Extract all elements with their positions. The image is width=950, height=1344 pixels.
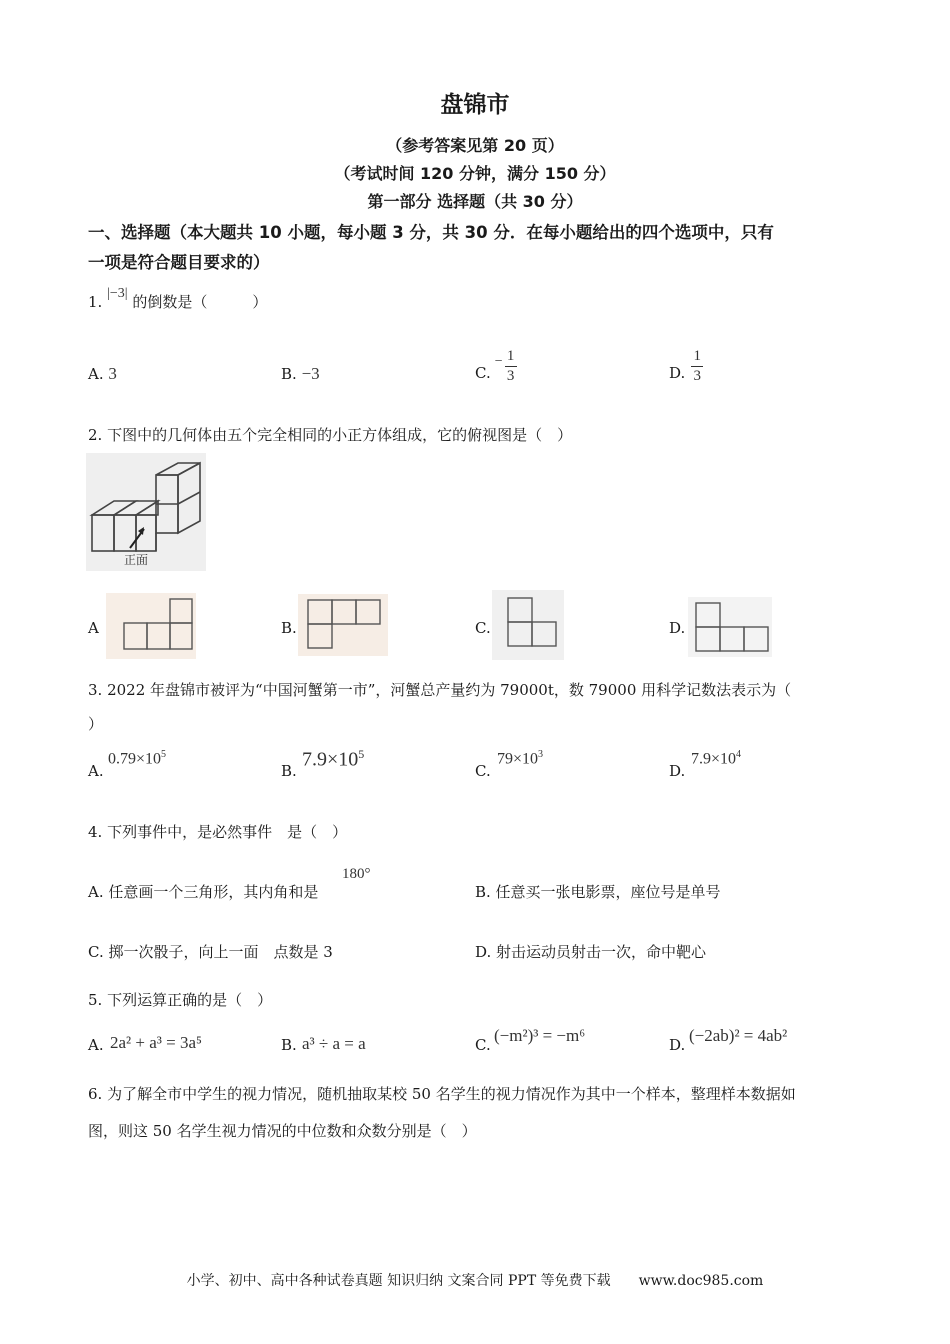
- q1-option-c-label: C.: [475, 364, 491, 382]
- q5-option-d-expr: (−2ab)² = 4ab²: [689, 1026, 788, 1045]
- q5-option-b-label[interactable]: B.: [281, 1036, 297, 1054]
- q1-option-d-numerator: 1: [693, 348, 702, 364]
- q1-option-c-denominator: 3: [506, 368, 515, 384]
- q3-option-b-base: 7.9×10: [302, 748, 359, 771]
- q2-solid-figure: [86, 453, 206, 571]
- q3-option-b-label[interactable]: B.: [281, 762, 297, 780]
- q3-option-a-exp: 5: [161, 749, 167, 760]
- q3-option-c-exp: 3: [538, 749, 544, 760]
- q5-option-b-expr: a³ ÷ a = a: [302, 1034, 366, 1053]
- q6-stem-line2: 图，则这 50 名学生视力情况的中位数和众数分别是（ ）: [88, 1122, 477, 1140]
- q3-option-d-label[interactable]: D.: [669, 762, 686, 780]
- q3-option-d-exp: 4: [736, 749, 742, 760]
- q2-option-a-figure[interactable]: [106, 593, 196, 659]
- q1-option-d[interactable]: [669, 338, 703, 384]
- q1-option-b-label: B.: [281, 365, 297, 383]
- exam-time-note: （考试时间 120 分钟，满分 150 分）: [334, 164, 616, 183]
- q2-option-d-label[interactable]: D.: [669, 619, 686, 637]
- q1-option-c-numerator: 1: [506, 348, 515, 364]
- q3-option-b-exp: 5: [358, 747, 365, 761]
- q4-option-a[interactable]: A. 任意画一个三角形，其内角和是: [88, 883, 319, 901]
- q3-stem-line2: ）: [88, 715, 104, 733]
- q1-option-c-fraction: [505, 349, 517, 384]
- q1-option-a-value: 3: [108, 364, 117, 383]
- answer-note: （参考答案见第 20 页）: [386, 136, 564, 155]
- q5-stem: 5. 下列运算正确的是（ ）: [88, 991, 273, 1009]
- q4-stem: 4. 下列事件中，是必然事件 是（ ）: [88, 823, 348, 841]
- q5-option-a-label[interactable]: A.: [88, 1036, 104, 1054]
- q1-option-b[interactable]: [281, 364, 320, 384]
- section-heading-line2: 一项是符合题目要求的）: [88, 253, 270, 272]
- page-footer: 小学、初中、高中各种试卷真题 知识归纳 文案合同 PPT 等免费下载 www.doc985.com: [186, 1273, 764, 1289]
- q3-stem-line1: 3. 2022 年盘锦市被评为“中国河蟹第一市”，河蟹总产量约为 79000t，数 79000 用科学记数法表示为（: [88, 681, 792, 699]
- q1-option-d-label: D.: [669, 364, 686, 382]
- q3-option-c-label[interactable]: C.: [475, 762, 491, 780]
- q5-option-c-expr: (−m²)³ = −m⁶: [494, 1026, 586, 1045]
- q2-option-b-figure[interactable]: [298, 594, 388, 656]
- section-heading-line1: 一、选择题（本大题共 10 小题，每小题 3 分，共 30 分．在每小题给出的四个选项中，只有: [88, 223, 774, 242]
- part-heading: 第一部分 选择题（共 30 分）: [367, 192, 583, 211]
- q3-option-c-base: 79×10: [497, 750, 539, 768]
- q1-option-d-denominator: 3: [693, 368, 702, 384]
- q3-option-d-base: 7.9×10: [691, 750, 737, 768]
- q3-option-a-label[interactable]: A.: [88, 762, 104, 780]
- q1-option-a[interactable]: [88, 364, 117, 384]
- q2-option-b-label[interactable]: B.: [281, 619, 297, 637]
- q5-option-a-expr: 2a² + a³ = 3a⁵: [110, 1033, 202, 1052]
- q3-option-a-base: 0.79×10: [108, 750, 162, 768]
- q3-option-c-value[interactable]: [497, 749, 543, 768]
- q2-front-label: 正面: [124, 553, 149, 567]
- q2-option-d-figure[interactable]: [688, 597, 772, 657]
- q1-option-c[interactable]: [475, 340, 517, 384]
- q4-option-a-angle: 180°: [342, 866, 371, 882]
- q4-option-c[interactable]: C. 掷一次骰子，向上一面 点数是 3: [88, 943, 333, 961]
- q3-option-a-value[interactable]: [108, 749, 166, 768]
- page-title: 盘锦市: [440, 92, 510, 118]
- q1-text: 的倒数是（ ）: [132, 293, 268, 311]
- q3-option-b-value[interactable]: [302, 747, 364, 772]
- q2-option-c-figure[interactable]: [492, 590, 564, 660]
- q1-stem: [88, 286, 268, 312]
- q2-option-a-label[interactable]: A: [88, 619, 99, 637]
- q1-option-b-value: −3: [301, 364, 320, 383]
- q6-stem-line1: 6. 为了解全市中学生的视力情况，随机抽取某校 50 名学生的视力情况作为其中一个样本，整理样本数据如: [88, 1085, 796, 1103]
- q3-option-d-value[interactable]: [691, 749, 741, 768]
- q1-number: 1.: [88, 293, 103, 311]
- q1-option-d-fraction: [691, 349, 703, 384]
- q2-stem: 2. 下图中的几何体由五个完全相同的小正方体组成，它的俯视图是（ ）: [88, 426, 573, 444]
- q4-option-b[interactable]: B. 任意买一张电影票，座位号是单号: [475, 883, 721, 901]
- q2-option-c-label[interactable]: C.: [475, 619, 491, 637]
- q1-option-a-label: A.: [88, 365, 104, 383]
- q5-option-d-label[interactable]: D.: [669, 1036, 686, 1054]
- q1-option-c-minus: −: [494, 354, 503, 369]
- q1-abs-value: |−3|: [107, 286, 128, 301]
- q5-option-c-label[interactable]: C.: [475, 1036, 491, 1054]
- q4-option-d[interactable]: D. 射击运动员射击一次，命中靶心: [475, 943, 707, 961]
